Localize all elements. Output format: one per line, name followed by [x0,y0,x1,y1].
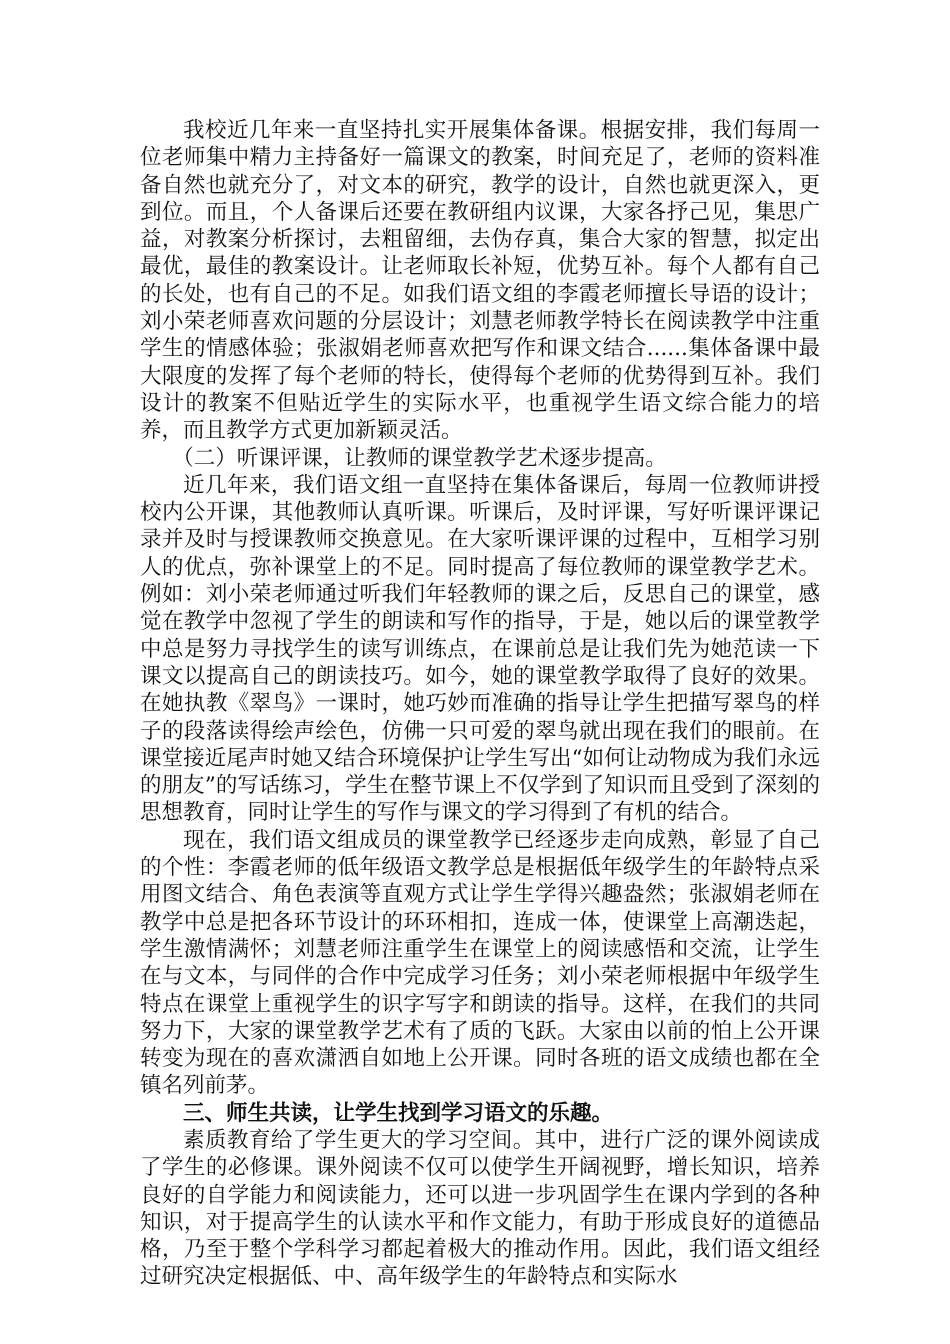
section-heading-lesson-observation: （二）听课评课，让教师的课堂教学艺术逐步提高。 [172,445,667,471]
paragraph-collective-lesson-prep: 我校近几年来一直坚持扎实开展集体备课。根据安排，我们每周一位老师集中精力主持备好一篇课文的教案，时间充足了，老师的资料准备自然也就充分了，对文本的研究，教学的设计，自然也就更深入，更到位。而且，个人备课后还要在教研组内议课，大家各抒己见，集思广益，对教案分析探讨，去粗留细，去伪存真，集合大家的智慧，拟定出最优，最佳的教案设计。让老师取长补短，优势互补。每个人都有自己的长处，也有自己的不足。如我们语文组的李霞老师擅长导语的设计；刘小荣老师喜欢问题的分层设计；刘慧老师教学特长在阅读教学中注重学生的情感体验；张淑娟老师喜欢把写作和课文结合......集体备课中最大限度的发挥了每个老师的特长，使得每个老师的优势得到互补。我们设计的教案不但贴近学生的实际水平，也重视学生语文综合能力的培养，而且教学方式更加新颖灵活。 [140,118,820,444]
paragraph-teaching-maturity: 现在，我们语文组成员的课堂教学已经逐步走向成熟，彰显了自己的个性：李霞老师的低年级语文教学总是根据低年级学生的年龄特点采用图文结合、角色表演等直观方式让学生学得兴趣盎然；张淑娟老师在教学中总是把各环节设计的环环相扣，连成一体，使课堂上高潮迭起，学生激情满怀；刘慧老师注重学生在课堂上的阅读感悟和交流，让学生在与文本，与同伴的合作中完成学习任务；刘小荣老师根据中年级学生特点在课堂上重视学生的识字写字和朗读的指导。这样，在我们的共同努力下，大家的课堂教学艺术有了质的飞跃。大家由以前的怕上公开课转变为现在的喜欢潇洒自如地上公开课。同时各班的语文成绩也都在全镇名列前茅。 [140,827,820,1099]
section-heading-shared-reading: 三、师生共读，让学生找到学习语文的乐趣。 [183,1100,614,1126]
document-body [140,117,820,1291]
paragraph-extracurricular-reading: 素质教育给了学生更大的学习空间。其中，进行广泛的课外阅读成了学生的必修课。课外阅读不仅可以使学生开阔视野，增长知识，培养良好的自学能力和阅读能力，还可以进一步巩固学生在课内学到的各种知识，对于提高学生的认读水平和作文能力，有助于形成良好的道德品格，乃至于整个学科学习都起着极大的推动作用。因此，我们语文组经过研究决定根据低、中、高年级学生的年龄特点和实际水 [140,1127,820,1290]
paragraph-lesson-observation: 近几年来，我们语文组一直坚持在集体备课后，每周一位教师讲授校内公开课，其他教师认真听课。听课后，及时评课，写好听课评课记录并及时与授课教师交换意见。在大家听课评课的过程中，互相学习别人的优点，弥补课堂上的不足。同时提高了每位教师的课堂教学艺术。例如：刘小荣老师通过听我们年轻教师的课之后，反思自己的课堂，感觉在教学中忽视了学生的朗读和写作的指导，于是，她以后的课堂教学中总是努力寻找学生的读写训练点，在课前总是让我们先为她范读一下课文以提高自己的朗读技巧。如今，她的课堂教学取得了良好的效果。在她执教《翠鸟》一课时，她巧妙而准确的指导让学生把描写翠鸟的样子的段落读得绘声绘色，仿佛一只可爱的翠鸟就出现在我们的眼前。在课堂接近尾声时她又结合环境保护让学生写出“如何让动物成为我们永远的朋友”的写话练习，学生在整节课上不仅学到了知识而且受到了深刻的思想教育，同时让学生的写作与课文的学习得到了有机的结合。 [140,472,820,826]
